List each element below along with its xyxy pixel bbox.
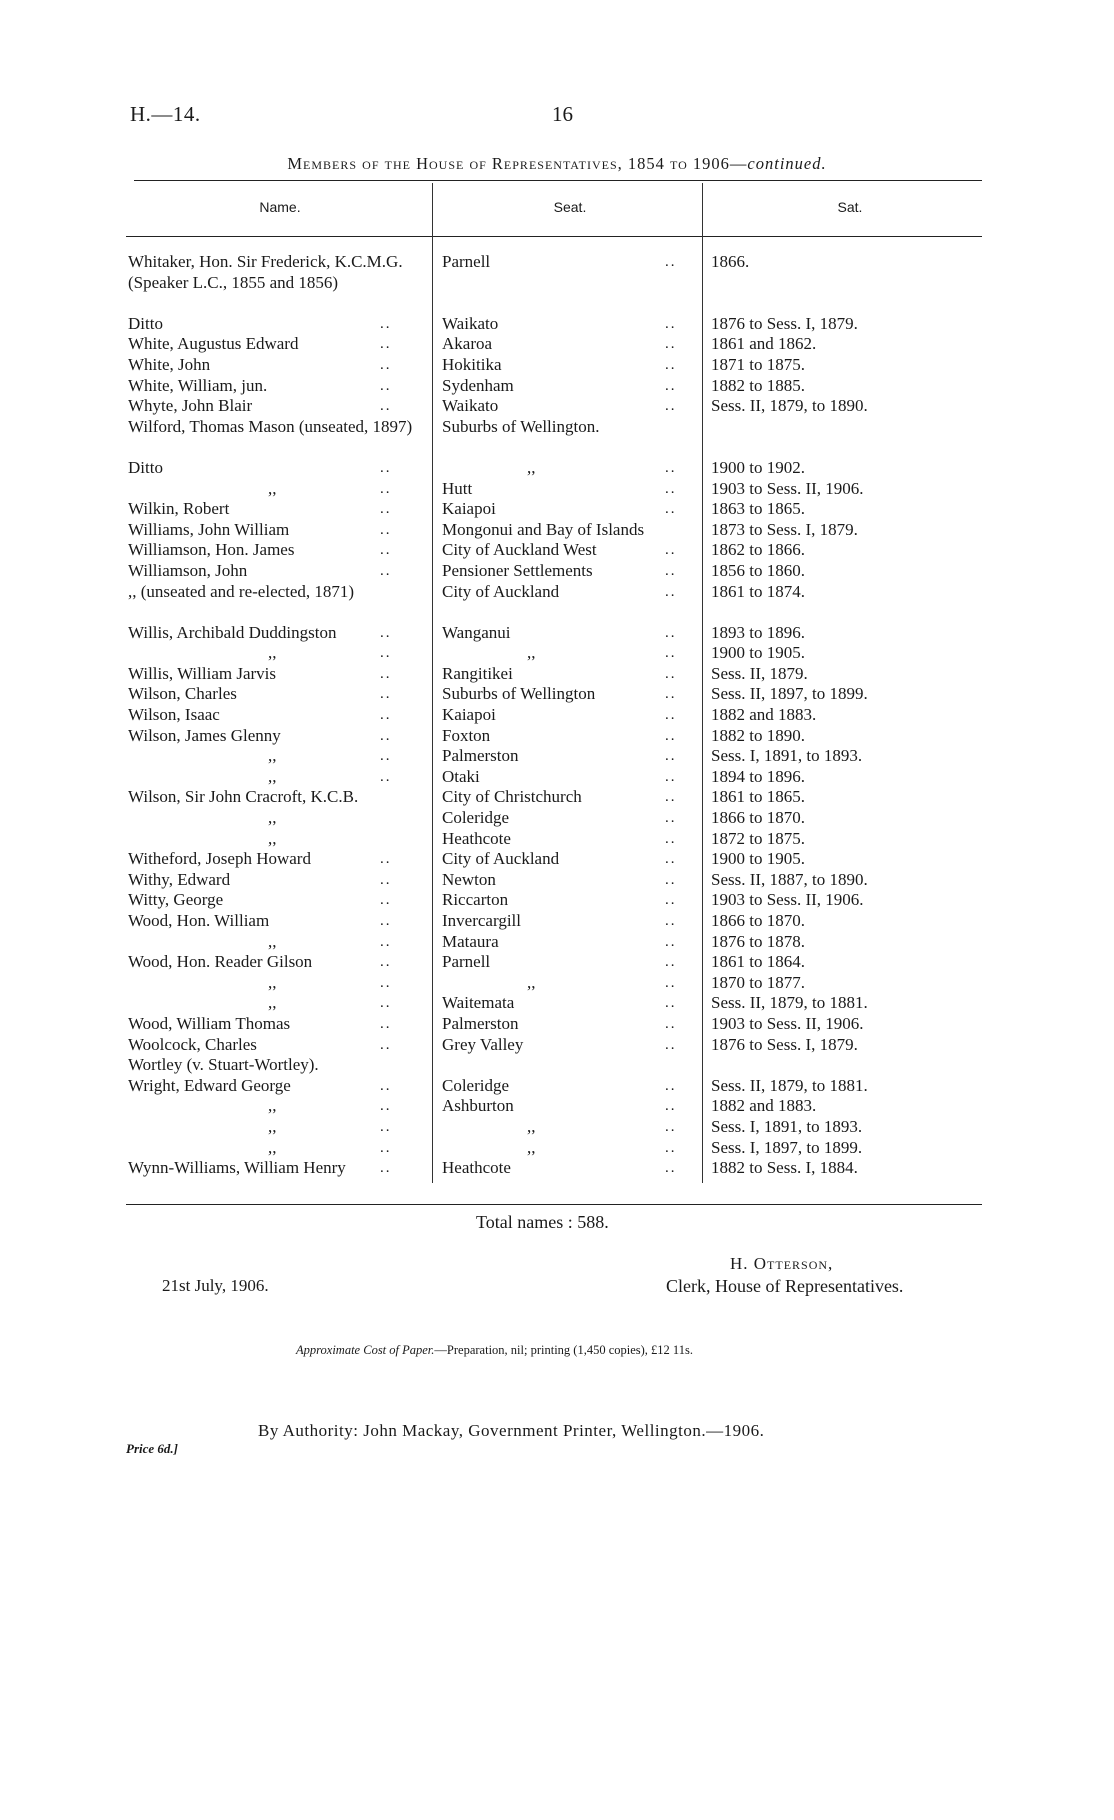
member-seat: Grey Valley xyxy=(442,1034,524,1054)
table-row xyxy=(0,1055,1114,1076)
member-sat-period: 1893 to 1896. xyxy=(711,622,805,642)
leader-dots: .. xyxy=(665,1036,677,1053)
member-sat-period: 1876 to 1878. xyxy=(711,931,805,951)
member-seat: Mataura xyxy=(442,931,499,951)
table-bottom-rule xyxy=(126,1204,982,1205)
leader-dots: .. xyxy=(665,1015,677,1032)
member-seat: Heathcote xyxy=(442,828,511,848)
leader-dots: .. xyxy=(380,727,392,744)
member-name: Williamson, Hon. James xyxy=(128,540,295,560)
member-name: ,, xyxy=(268,808,277,828)
member-seat: Pensioner Settlements xyxy=(442,560,593,580)
member-seat: Kaiapoi xyxy=(442,705,496,725)
table-row xyxy=(0,334,1114,355)
leader-dots: .. xyxy=(380,892,392,909)
leader-dots: .. xyxy=(665,315,677,332)
table-row xyxy=(0,973,1114,994)
leader-dots: .. xyxy=(665,686,677,703)
leader-dots: .. xyxy=(665,336,677,353)
member-seat: ,, xyxy=(527,643,536,663)
leader-dots: .. xyxy=(380,501,392,518)
table-row xyxy=(0,561,1114,582)
leader-dots: .. xyxy=(665,995,677,1012)
member-seat: Palmerston xyxy=(442,1013,519,1033)
member-seat: City of Auckland xyxy=(442,849,560,869)
member-sat-period: Sess. II, 1879. xyxy=(711,663,808,683)
printer-authority: By Authority: John Mackay, Government Printer, Wellington.—1906. xyxy=(258,1421,765,1440)
leader-dots: .. xyxy=(380,1036,392,1053)
leader-dots: .. xyxy=(380,521,392,538)
leader-dots: .. xyxy=(665,892,677,909)
member-name: Withy, Edward xyxy=(128,869,231,889)
title-main: Members of the House of Representatives, 1854 to 1906— xyxy=(287,154,748,173)
member-name: White, William, jun. xyxy=(128,375,268,395)
leader-dots: .. xyxy=(665,254,677,270)
member-name: Wilson, James Glenny xyxy=(128,725,281,745)
member-name: Whitaker, Hon. Sir Frederick, K.C.M.G. (Speaker L.C., 1855 and 1856) xyxy=(128,252,403,292)
leader-dots: .. xyxy=(665,1139,677,1156)
table-row xyxy=(0,582,1114,623)
member-sat-period: Sess. II, 1879, to 1881. xyxy=(711,993,868,1013)
leader-dots: .. xyxy=(665,707,677,724)
member-sat-period: 1894 to 1896. xyxy=(711,766,805,786)
member-sat-period: 1882 to 1885. xyxy=(711,375,805,395)
member-name: ,, (unseated and re-elected, 1871) xyxy=(128,581,355,601)
member-sat-period: 1866 to 1870. xyxy=(711,911,805,931)
table-row xyxy=(0,932,1114,953)
member-name: Wilson, Charles xyxy=(128,684,237,704)
table-row xyxy=(0,1035,1114,1056)
leader-dots: .. xyxy=(380,542,392,559)
member-name: ,, xyxy=(268,766,277,786)
member-seat: Wanganui xyxy=(442,622,511,642)
member-name: Wilson, Sir John Cracroft, K.C.B. xyxy=(128,787,359,807)
member-sat-period: Sess. II, 1879, to 1881. xyxy=(711,1075,868,1095)
leader-dots: .. xyxy=(665,542,677,559)
leader-dots: .. xyxy=(665,665,677,682)
clerk-name: H. Otterson, xyxy=(730,1254,834,1273)
cost-label: Approximate Cost of Paper. xyxy=(296,1343,435,1357)
member-name: Wood, William Thomas xyxy=(128,1013,291,1033)
member-seat: Invercargill xyxy=(442,911,521,931)
member-sat-period: 1900 to 1902. xyxy=(711,457,805,477)
leader-dots: .. xyxy=(380,377,392,394)
member-seat: Coleridge xyxy=(442,1075,510,1095)
member-sat-period: 1861 and 1862. xyxy=(711,334,817,354)
leader-dots: .. xyxy=(665,954,677,971)
table-row xyxy=(0,746,1114,767)
table-row xyxy=(0,540,1114,561)
table-row xyxy=(0,499,1114,520)
member-sat-period: 1882 and 1883. xyxy=(711,1096,817,1116)
leader-dots: .. xyxy=(665,624,677,641)
leader-dots: .. xyxy=(665,974,677,991)
member-sat-period: 1863 to 1865. xyxy=(711,499,805,519)
member-name: Wynn-Williams, William Henry xyxy=(128,1158,346,1178)
table-row xyxy=(0,314,1114,335)
member-name: ,, xyxy=(268,1116,277,1136)
member-name: ,, xyxy=(268,1137,277,1157)
leader-dots: .. xyxy=(665,810,677,827)
leader-dots: .. xyxy=(665,851,677,868)
member-sat-period: Sess. II, 1887, to 1890. xyxy=(711,869,868,889)
member-name: Williams, John William xyxy=(128,519,290,539)
table-row xyxy=(0,849,1114,870)
member-name: Wilkin, Robert xyxy=(128,499,230,519)
member-seat: ,, xyxy=(527,457,536,477)
table-row xyxy=(0,458,1114,479)
table-row xyxy=(0,479,1114,500)
leader-dots: .. xyxy=(380,1015,392,1032)
members-table-body xyxy=(0,252,1114,1179)
member-sat-period: Sess. I, 1891, to 1893. xyxy=(711,746,863,766)
leader-dots: .. xyxy=(380,995,392,1012)
table-row xyxy=(0,417,1114,458)
member-seat: Waikato xyxy=(442,396,499,416)
leader-dots: .. xyxy=(380,707,392,724)
leader-dots: .. xyxy=(380,1118,392,1135)
table-row xyxy=(0,623,1114,644)
leader-dots: .. xyxy=(380,1160,392,1177)
member-seat: Sydenham xyxy=(442,375,514,395)
member-sat-period: 1882 and 1883. xyxy=(711,705,817,725)
leader-dots: .. xyxy=(665,727,677,744)
member-sat-period: 1866 to 1870. xyxy=(711,808,805,828)
member-name: Willis, Archibald Duddingston xyxy=(128,622,337,642)
table-row xyxy=(0,767,1114,788)
member-sat-period: 1861 to 1864. xyxy=(711,952,805,972)
member-sat-period: 1882 to 1890. xyxy=(711,725,805,745)
member-sat-period: 1861 to 1874. xyxy=(711,581,805,601)
member-seat: Suburbs of Wellington. xyxy=(442,416,600,436)
leader-dots: .. xyxy=(665,871,677,888)
member-name: Witheford, Joseph Howard xyxy=(128,849,311,869)
leader-dots: .. xyxy=(665,1098,677,1115)
document-code: H.—14. xyxy=(130,102,201,126)
leader-dots: .. xyxy=(380,686,392,703)
member-sat-period: 1903 to Sess. II, 1906. xyxy=(711,478,864,498)
leader-dots: .. xyxy=(380,1098,392,1115)
member-seat: Mongonui and Bay of Islands xyxy=(442,519,645,539)
member-name: ,, xyxy=(268,993,277,1013)
leader-dots: .. xyxy=(380,336,392,353)
page-title xyxy=(0,154,1114,174)
leader-dots: .. xyxy=(380,748,392,765)
table-row xyxy=(0,829,1114,850)
member-seat: Riccarton xyxy=(442,890,509,910)
table-row xyxy=(0,1014,1114,1035)
member-sat-period: Sess. I, 1891, to 1893. xyxy=(711,1116,863,1136)
member-sat-period: 1871 to 1875. xyxy=(711,354,805,374)
leader-dots: .. xyxy=(380,480,392,497)
member-name: Wilford, Thomas Mason (unseated, 1897) xyxy=(128,416,413,436)
member-seat: Rangitikei xyxy=(442,663,513,683)
cost-details: —Preparation, nil; printing (1,450 copies), £12 11s. xyxy=(434,1343,693,1357)
table-row xyxy=(0,520,1114,541)
member-seat: Kaiapoi xyxy=(442,499,496,519)
member-seat: ,, xyxy=(527,972,536,992)
member-name: ,, xyxy=(268,972,277,992)
table-row xyxy=(0,726,1114,747)
table-top-rule xyxy=(134,180,982,181)
leader-dots: .. xyxy=(380,1077,392,1094)
leader-dots: .. xyxy=(380,356,392,373)
member-seat: Newton xyxy=(442,869,496,889)
member-sat-period: 1866. xyxy=(711,252,750,271)
table-row xyxy=(0,355,1114,376)
member-name: Woolcock, Charles xyxy=(128,1034,257,1054)
member-sat-period: 1882 to Sess. I, 1884. xyxy=(711,1158,858,1178)
member-seat: City of Auckland West xyxy=(442,540,597,560)
member-name: Ditto xyxy=(128,457,163,477)
leader-dots: .. xyxy=(380,315,392,332)
member-sat-period: Sess. I, 1897, to 1899. xyxy=(711,1137,863,1157)
leader-dots: .. xyxy=(665,748,677,765)
leader-dots: .. xyxy=(380,871,392,888)
table-row xyxy=(0,952,1114,973)
member-sat-period: 1856 to 1860. xyxy=(711,560,805,580)
member-sat-period: 1873 to Sess. I, 1879. xyxy=(711,519,858,539)
leader-dots: .. xyxy=(380,624,392,641)
table-row xyxy=(0,643,1114,664)
table-row xyxy=(0,1076,1114,1097)
leader-dots: .. xyxy=(380,851,392,868)
member-name: ,, xyxy=(268,643,277,663)
member-sat-period: Sess. II, 1897, to 1899. xyxy=(711,684,868,704)
member-seat: Parnell xyxy=(442,252,491,271)
member-seat: Suburbs of Wellington xyxy=(442,684,596,704)
member-name: White, John xyxy=(128,354,211,374)
title-continued: continued. xyxy=(747,154,827,173)
member-sat-period: 1903 to Sess. II, 1906. xyxy=(711,1013,864,1033)
table-row xyxy=(0,787,1114,808)
table-row xyxy=(0,376,1114,397)
member-seat: Palmerston xyxy=(442,746,519,766)
table-row xyxy=(0,1117,1114,1138)
price-note: Price 6d.] xyxy=(126,1441,178,1456)
total-names: Total names : 588. xyxy=(476,1212,609,1232)
member-sat-period: 1876 to Sess. I, 1879. xyxy=(711,313,858,333)
leader-dots: .. xyxy=(665,933,677,950)
header-bottom-rule xyxy=(126,236,982,237)
member-name: ,, xyxy=(268,828,277,848)
leader-dots: .. xyxy=(665,830,677,847)
table-row xyxy=(0,993,1114,1014)
leader-dots: .. xyxy=(380,768,392,785)
member-name: ,, xyxy=(268,746,277,766)
member-name: Wright, Edward George xyxy=(128,1075,291,1095)
table-row xyxy=(0,1138,1114,1159)
member-name: White, Augustus Edward xyxy=(128,334,299,354)
member-name: Ditto xyxy=(128,313,163,333)
member-name: ,, xyxy=(268,478,277,498)
table-row xyxy=(0,1158,1114,1179)
member-seat: ,, xyxy=(527,1137,536,1157)
column-header-seat: Seat. xyxy=(553,199,587,215)
member-name: ,, xyxy=(268,931,277,951)
member-seat: ,, xyxy=(527,1116,536,1136)
table-row xyxy=(0,911,1114,932)
leader-dots: .. xyxy=(665,789,677,806)
leader-dots: .. xyxy=(380,1139,392,1156)
leader-dots: .. xyxy=(665,398,677,415)
member-sat-period: 1861 to 1865. xyxy=(711,787,805,807)
member-seat: Foxton xyxy=(442,725,491,745)
member-name: Willis, William Jarvis xyxy=(128,663,277,683)
leader-dots: .. xyxy=(665,768,677,785)
leader-dots: .. xyxy=(380,974,392,991)
leader-dots: .. xyxy=(665,583,677,600)
leader-dots: .. xyxy=(665,645,677,662)
leader-dots: .. xyxy=(380,954,392,971)
leader-dots: .. xyxy=(665,1160,677,1177)
leader-dots: .. xyxy=(665,1118,677,1135)
leader-dots: .. xyxy=(380,933,392,950)
table-row xyxy=(0,705,1114,726)
member-name: Williamson, John xyxy=(128,560,248,580)
page-number: 16 xyxy=(552,102,573,126)
leader-dots: .. xyxy=(665,377,677,394)
table-row xyxy=(0,1096,1114,1117)
signature-date: 21st July, 1906. xyxy=(162,1276,269,1295)
column-header-sat: Sat. xyxy=(837,199,863,215)
leader-dots: .. xyxy=(380,562,392,579)
leader-dots: .. xyxy=(665,913,677,930)
clerk-title: Clerk, House of Representatives. xyxy=(666,1276,904,1296)
table-row xyxy=(0,808,1114,829)
table-row xyxy=(0,870,1114,891)
member-seat: Ashburton xyxy=(442,1096,514,1116)
leader-dots: .. xyxy=(665,480,677,497)
member-sat-period: 1872 to 1875. xyxy=(711,828,805,848)
member-name: Wortley (v. Stuart-Wortley). xyxy=(128,1055,319,1075)
approximate-cost-note xyxy=(296,1343,693,1358)
leader-dots: .. xyxy=(665,562,677,579)
table-row xyxy=(0,664,1114,685)
leader-dots: .. xyxy=(665,459,677,476)
member-name: Whyte, John Blair xyxy=(128,396,253,416)
member-seat: City of Christchurch xyxy=(442,787,582,807)
member-name: ,, xyxy=(268,1096,277,1116)
column-header-name: Name. xyxy=(259,199,301,215)
member-sat-period: 1870 to 1877. xyxy=(711,972,805,992)
leader-dots: .. xyxy=(380,398,392,415)
member-seat: Otaki xyxy=(442,766,480,786)
member-name: Wood, Hon. William xyxy=(128,911,270,931)
table-row xyxy=(0,890,1114,911)
member-sat-period: 1876 to Sess. I, 1879. xyxy=(711,1034,858,1054)
leader-dots: .. xyxy=(380,913,392,930)
table-row xyxy=(0,252,1114,314)
leader-dots: .. xyxy=(380,665,392,682)
member-sat-period: 1903 to Sess. II, 1906. xyxy=(711,890,864,910)
member-sat-period: Sess. II, 1879, to 1890. xyxy=(711,396,868,416)
member-sat-period: 1900 to 1905. xyxy=(711,849,805,869)
member-seat: Hutt xyxy=(442,478,473,498)
member-seat: Waikato xyxy=(442,313,499,333)
leader-dots: .. xyxy=(665,501,677,518)
table-row xyxy=(0,396,1114,417)
member-name: Wilson, Isaac xyxy=(128,705,220,725)
leader-dots: .. xyxy=(380,459,392,476)
member-seat: Parnell xyxy=(442,952,491,972)
member-seat: Coleridge xyxy=(442,808,510,828)
member-name: Wood, Hon. Reader Gilson xyxy=(128,952,313,972)
leader-dots: .. xyxy=(380,645,392,662)
leader-dots: .. xyxy=(665,1077,677,1094)
leader-dots: .. xyxy=(665,356,677,373)
member-seat: Hokitika xyxy=(442,354,502,374)
member-name: Witty, George xyxy=(128,890,224,910)
member-seat: Akaroa xyxy=(442,334,493,354)
member-seat: Heathcote xyxy=(442,1158,511,1178)
table-row xyxy=(0,684,1114,705)
member-sat-period: 1900 to 1905. xyxy=(711,643,805,663)
member-seat: City of Auckland xyxy=(442,581,560,601)
member-seat: Waitemata xyxy=(442,993,515,1013)
member-sat-period: 1862 to 1866. xyxy=(711,540,805,560)
